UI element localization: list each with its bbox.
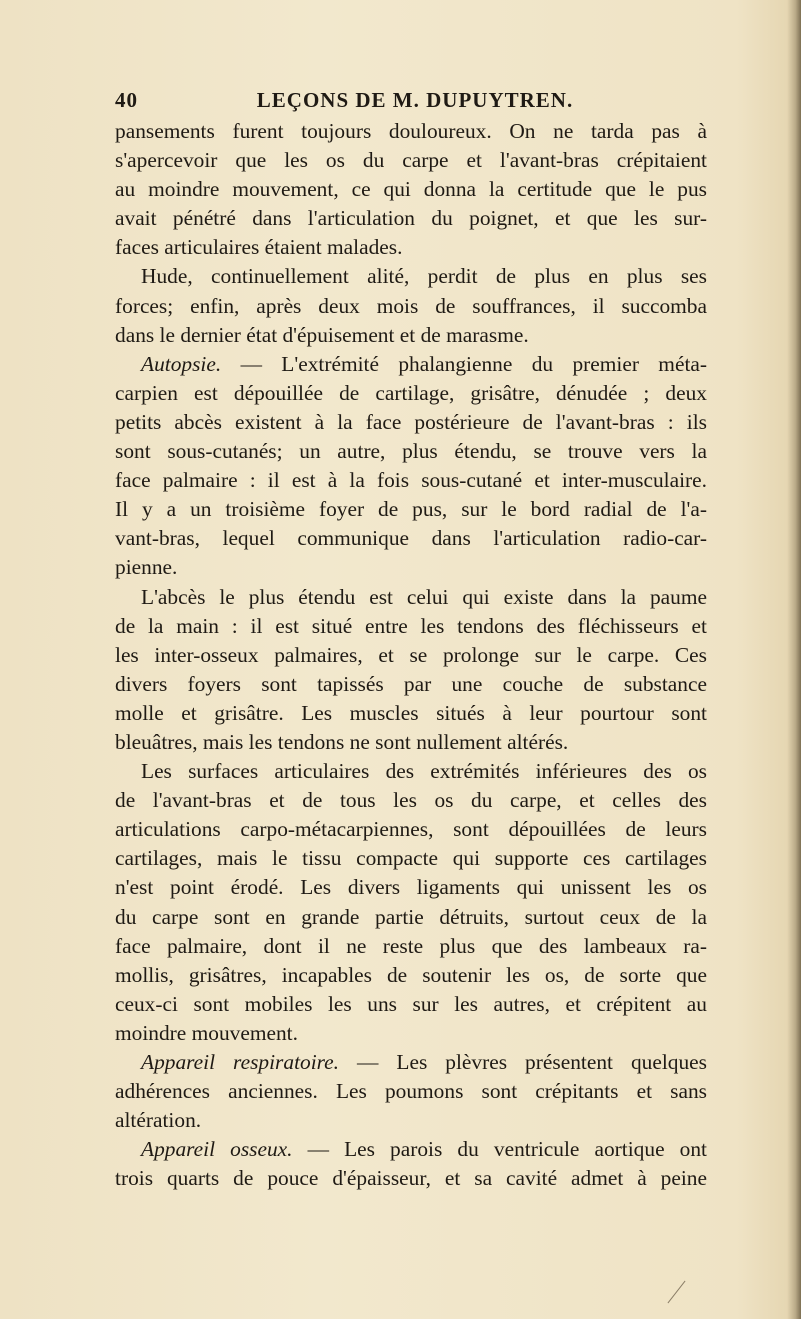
pencil-mark — [667, 1281, 685, 1304]
text-line: divers foyers sont tapissés par une couche de substance — [115, 671, 707, 696]
page-header — [115, 88, 715, 116]
text-line: pienne. — [115, 555, 178, 580]
text-line: de l'avant-bras et de tous les os du carpe, et celles des — [115, 788, 707, 813]
text-line: carpien est dépouillée de cartilage, grisâtre, dénudée ; deux — [115, 380, 707, 405]
paragraph — [115, 757, 707, 1048]
text-line: bleuâtres, mais les tendons ne sont nullement altérés. — [115, 729, 569, 754]
page-number: 40 — [115, 88, 138, 112]
text-line: altération. — [115, 1108, 202, 1133]
text-line: dans le dernier état d'épuisement et de marasme. — [115, 322, 529, 347]
text-line: petits abcès existent à la face postérieure de l'avant-bras : ils — [115, 409, 707, 434]
text-line: mollis, grisâtres, incapables de soutenir les os, de sorte que — [115, 962, 707, 987]
text-line: face palmaire : il est à la fois sous-cutané et inter-musculaire. — [115, 468, 707, 493]
page-edge-shadow — [787, 0, 801, 1319]
lead-rest: — Les parois du ventricule aortique ont — [292, 1137, 707, 1162]
paragraph — [115, 1048, 707, 1135]
paragraph — [115, 262, 707, 349]
text-line: forces; enfin, après deux mois de souffrances, il succomba — [115, 293, 707, 318]
text-line: sont sous-cutanés; un autre, plus étendu, se trouve vers la — [115, 439, 707, 464]
text-line — [115, 1135, 707, 1164]
text-line: articulations carpo-métacarpiennes, sont dépouillées de leurs — [115, 817, 707, 842]
running-title: LEÇONS DE M. DUPUYTREN. — [256, 88, 574, 112]
text-line: molle et grisâtre. Les muscles situés à leur pourtour sont — [115, 700, 707, 725]
text-line: avait pénétré dans l'articulation du poignet, et que les sur- — [115, 206, 707, 231]
body-text — [115, 117, 707, 1193]
text-line: au moindre mouvement, ce qui donna la certitude que le pus — [115, 177, 707, 202]
text-line: Hude, continuellement alité, perdit de plus en plus ses — [141, 264, 707, 289]
paragraph — [115, 583, 707, 758]
section-lead: Appareil osseux. — [141, 1137, 293, 1162]
text-line: Les surfaces articulaires des extrémités inférieures des os — [141, 759, 707, 784]
text-line: moindre mouvement. — [115, 1020, 298, 1045]
text-line: s'apercevoir que les os du carpe et l'avant-bras crépitaient — [115, 148, 707, 173]
lead-rest: — Les plèvres présentent quelques — [339, 1050, 707, 1074]
text-line: du carpe sont en grande partie détruits, surtout ceux de la — [115, 904, 707, 929]
text-line: adhérences anciennes. Les poumons sont crépitants et sans — [115, 1079, 707, 1104]
text-line — [115, 350, 707, 379]
text-line: faces articulaires étaient malades. — [115, 235, 403, 260]
text-line: ceux-ci sont mobiles les uns sur les autres, et crépitent au — [115, 991, 707, 1016]
paragraph — [115, 350, 707, 583]
lead-rest: — L'extrémité phalangienne du premier méta- — [221, 351, 707, 376]
text-line: les inter-osseux palmaires, et se prolonge sur le carpe. Ces — [115, 642, 707, 667]
text-line: vant-bras, lequel communique dans l'articulation radio-car- — [115, 526, 707, 551]
text-line — [115, 1048, 707, 1077]
text-line: pansements furent toujours douloureux. On ne tarda pas à — [115, 119, 707, 143]
text-line: face palmaire, dont il ne reste plus que des lambeaux ra- — [115, 933, 707, 958]
text-line: Il y a un troisième foyer de pus, sur le bord radial de l'a- — [115, 497, 707, 522]
section-lead: Appareil respiratoire. — [141, 1050, 340, 1074]
text-line: n'est point érodé. Les divers ligaments qui unissent les os — [115, 875, 707, 900]
text-line: L'abcès le plus étendu est celui qui existe dans la paume — [141, 584, 707, 609]
text-line: cartilages, mais le tissu compacte qui supporte ces cartilages — [115, 846, 707, 871]
paragraph — [115, 1135, 707, 1193]
section-lead: Autopsie. — [141, 351, 222, 376]
paragraph — [115, 117, 707, 262]
text-line: trois quarts de pouce d'épaisseur, et sa cavité admet à peine — [115, 1166, 707, 1191]
text-line: de la main : il est situé entre les tendons des fléchisseurs et — [115, 613, 707, 638]
